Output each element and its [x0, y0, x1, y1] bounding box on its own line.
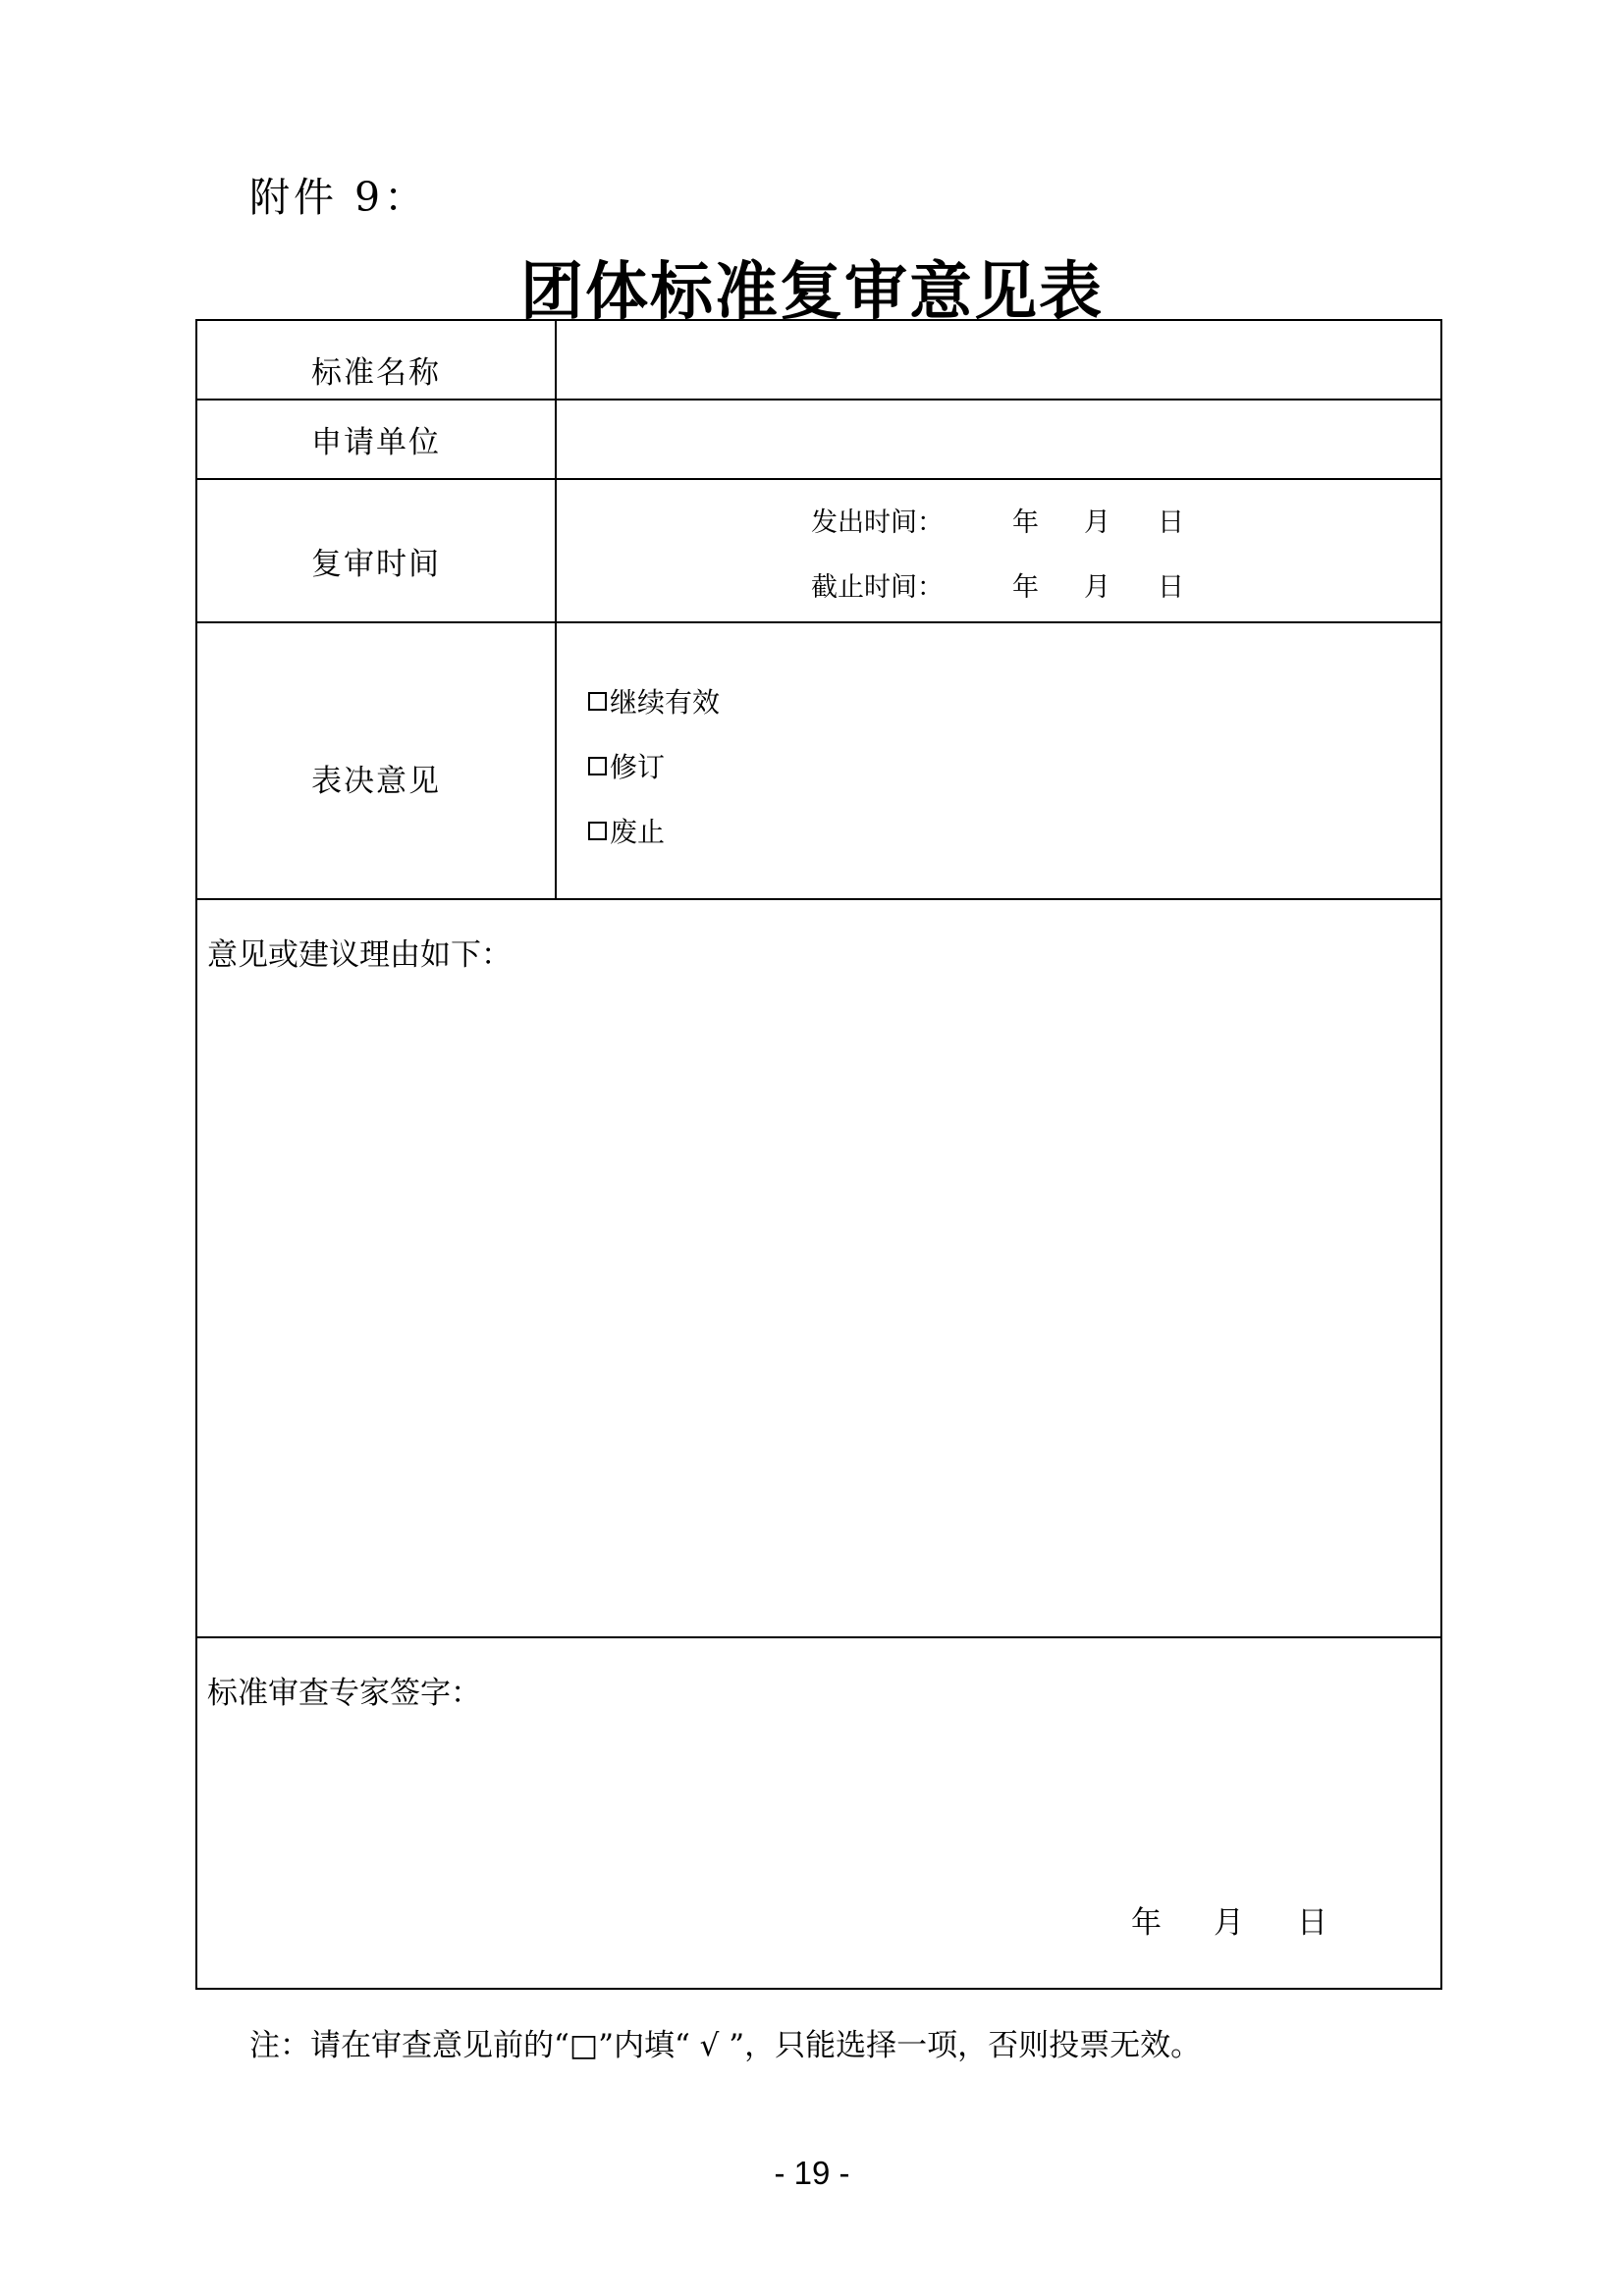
row-divider	[197, 1636, 1440, 1638]
option-label: 废止	[610, 816, 666, 848]
page-number: - 19 -	[774, 2155, 850, 2191]
page-title: 团体标准复审意见表	[520, 255, 1104, 329]
reason-field[interactable]	[199, 988, 1438, 1631]
signature-year: 年	[1131, 1905, 1162, 1941]
signature-day: 日	[1297, 1905, 1327, 1941]
applicant-label: 申请单位	[311, 425, 441, 460]
checkbox-icon[interactable]	[588, 822, 607, 840]
issue-time-label: 发出时间：	[811, 507, 944, 538]
standard-name-label: 标准名称	[311, 355, 441, 391]
applicant-field[interactable]	[557, 400, 1440, 478]
signature-label: 标准审查专家签字：	[207, 1676, 481, 1711]
row-divider	[197, 478, 1440, 480]
option-label: 继续有效	[610, 686, 721, 719]
row-divider	[197, 621, 1440, 623]
review-time-label: 复审时间	[311, 547, 441, 582]
option-label: 修订	[610, 751, 666, 783]
deadline-month: 月	[1084, 572, 1110, 603]
checkbox-icon[interactable]	[588, 757, 607, 775]
standard-name-field[interactable]	[557, 321, 1440, 399]
issue-month: 月	[1084, 507, 1110, 538]
signature-month: 月	[1214, 1905, 1244, 1941]
vote-label: 表决意见	[311, 764, 441, 799]
reason-label: 意见或建议理由如下：	[207, 937, 512, 973]
signature-field[interactable]	[199, 1725, 1438, 1901]
deadline-label: 截止时间：	[811, 572, 944, 603]
checkbox-icon[interactable]	[588, 692, 607, 711]
review-form-table	[195, 319, 1442, 1990]
option-revise[interactable]	[588, 746, 665, 785]
deadline-year: 年	[1012, 572, 1039, 603]
issue-year: 年	[1012, 507, 1039, 538]
option-continue[interactable]	[588, 681, 720, 721]
attachment-label: 附件 9：	[249, 174, 429, 221]
deadline-day: 日	[1158, 572, 1184, 603]
footnote: 注：请在审查意见前的“□”内填“ √ ”，只能选择一项，否则投票无效。	[249, 2028, 1202, 2063]
row-divider	[197, 898, 1440, 900]
option-abolish[interactable]	[588, 811, 665, 850]
issue-day: 日	[1158, 507, 1184, 538]
